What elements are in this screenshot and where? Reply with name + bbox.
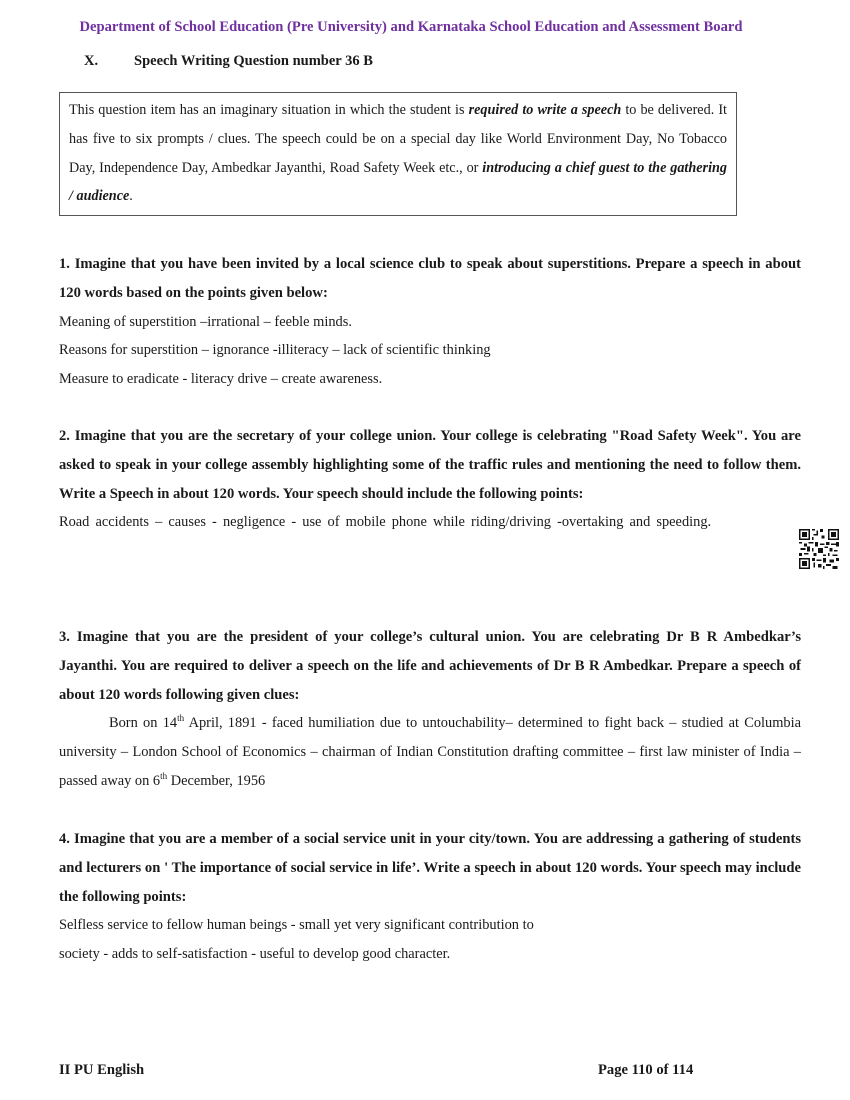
question-1-point: Meaning of superstition –irrational – feeble minds. — [59, 313, 352, 330]
footer-course: II PU English — [59, 1062, 145, 1078]
qr-code-icon — [799, 529, 839, 569]
question-3 — [59, 623, 801, 796]
question-1 — [59, 250, 801, 394]
info-emphasis-1: required to write a speech — [468, 102, 622, 118]
question-1-point: Measure to eradicate - literacy drive – create awareness. — [59, 371, 383, 388]
clues-text-b: April, 1891 - faced humiliation due to untouchability– determined to fight back – studied at Columbia university – London School of Economics – chairman of Indian Constitution drafting committee – first law minister of India – passed away on 6 — [59, 715, 802, 789]
info-box — [59, 92, 737, 216]
footer-page-number: Page 110 of 114 — [598, 1062, 694, 1078]
question-2 — [59, 422, 801, 537]
question-4-point: society - adds to self-satisfaction - useful to develop good character. — [59, 946, 451, 963]
question-1-point: Reasons for superstition – ignorance -illiteracy – lack of scientific thinking — [59, 342, 491, 359]
info-emphasis-2: introducing a chief guest to the gathering / audience — [69, 159, 728, 205]
question-4 — [59, 825, 801, 969]
info-text-3: . — [129, 188, 133, 205]
question-1-prompt: 1. Imagine that you have been invited by a local science club to speak about superstitions. Prepare a speech in about 120 words based on the points given below: — [59, 256, 801, 301]
question-3-clues — [59, 709, 801, 795]
question-2-prompt: 2. Imagine that you are the secretary of your college union. Your college is celebrating "Road Safety Week". You are asked to speak in your college assembly highlighting some of the traffic rules and mentioning the need to follow them. Write a Speech in about 120 words. Your speech should include the following points: — [59, 428, 801, 502]
question-4-prompt: 4. Imagine that you are a member of a social service unit in your city/town. You are addressing a gathering of students and lecturers on ' The importance of social service in life’. Write a speech in about 120 words. Your speech may include the following points: — [59, 831, 801, 905]
section-title: Speech Writing Question number 36 B — [134, 53, 373, 69]
clues-sup-b: th — [160, 771, 168, 782]
question-4-point: Selfless service to fellow human beings - small yet very significant contribution to — [59, 917, 534, 934]
question-2-points: Road accidents – causes - negligence - use of mobile phone while riding/driving -overtaking and speeding. — [59, 514, 712, 531]
question-3-prompt: 3. Imagine that you are the president of your college’s cultural union. You are celebrating Dr B R Ambedkar’s Jayanthi. You are required to deliver a speech on the life and achievements of Dr B R Ambedkar. Prepare a speech of about 120 words following given clues: — [59, 629, 801, 703]
page-header: Department of School Education (Pre University) and Karnataka School Education and Assessment Board — [79, 19, 743, 35]
section-number: X. — [84, 53, 99, 69]
clues-text-a: Born on 14 — [109, 715, 178, 732]
info-text-2: to be delivered. It has five to six prompts / clues. The speech could be on a special day like World Environment Day, No Tobacco Day, Independence Day, Ambedkar Jayanthi, Road Safety Week etc., or — [69, 102, 727, 176]
info-text-1: This question item has an imaginary situation in which the student is — [69, 102, 469, 118]
clues-sup-a: th — [177, 713, 185, 724]
section-heading — [84, 53, 373, 70]
clues-text-c: December, 1956 — [167, 772, 266, 789]
